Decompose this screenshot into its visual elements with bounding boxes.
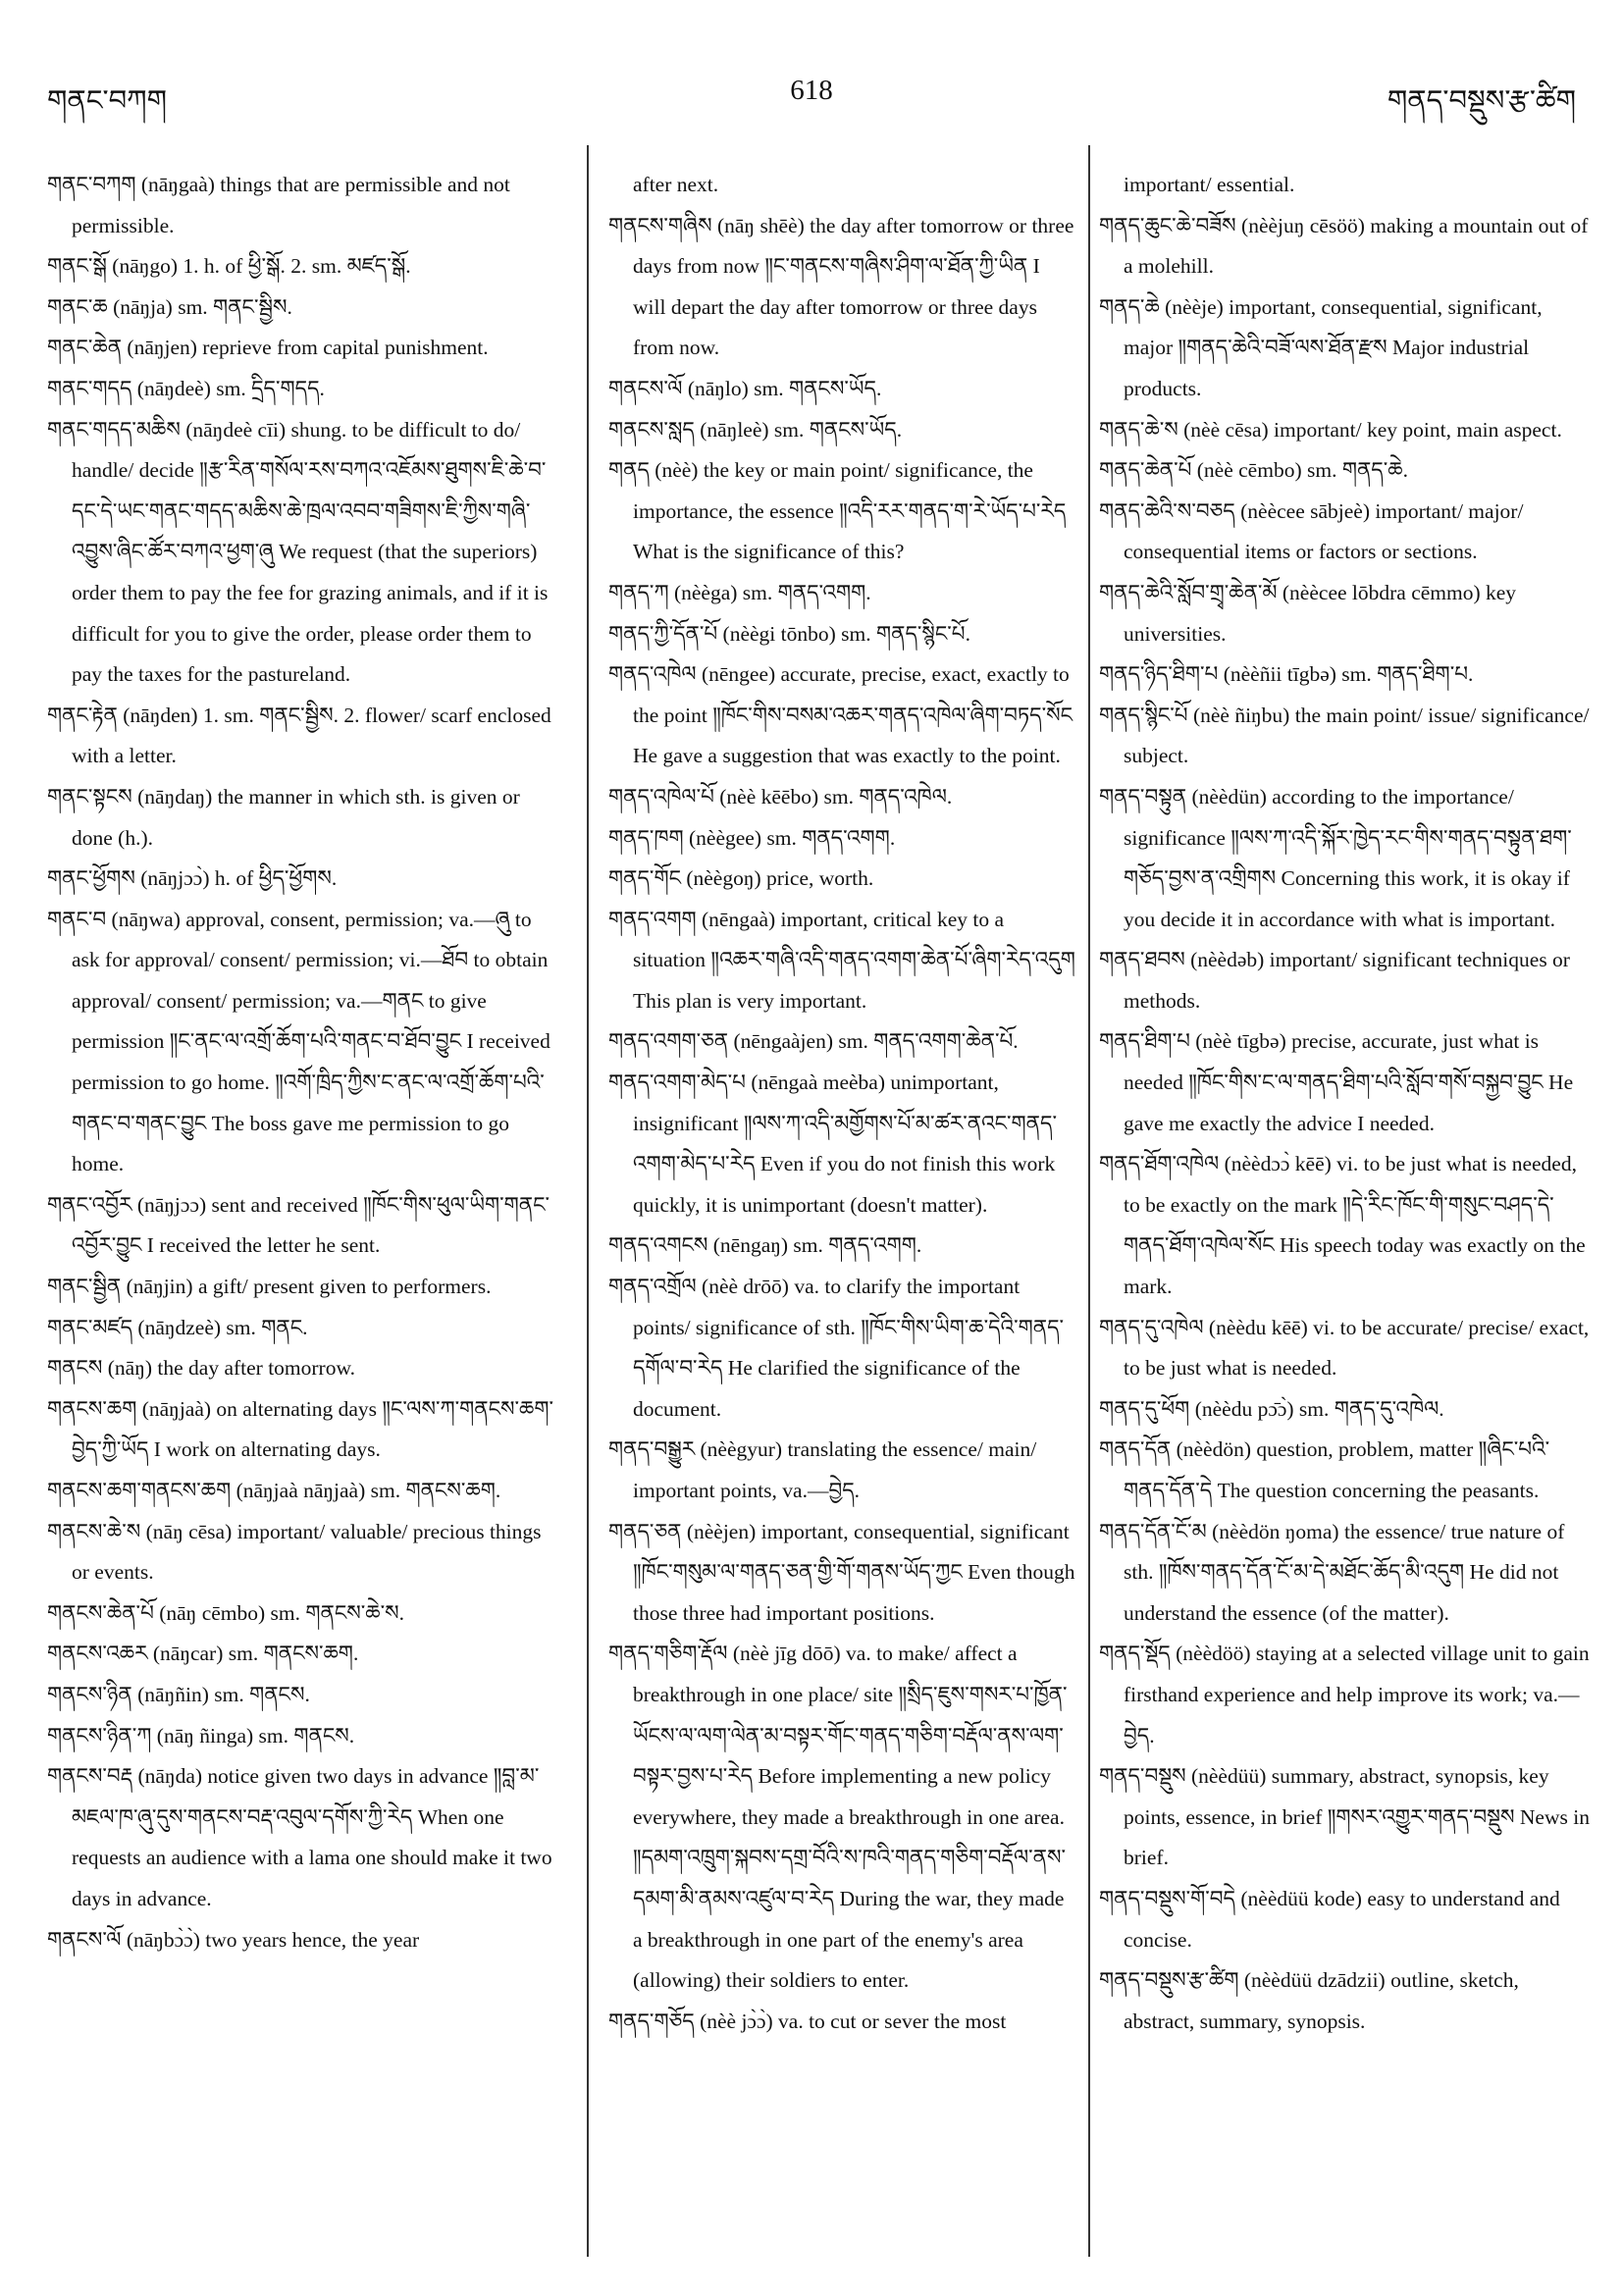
dictionary-entry: གནངས་གཞིས (nāŋ shēè) the day after tomorrow or three days from now ༎ང་གནངས་གཞིས་ཤིག་ལ་ཐོན་ཀྱི་ཡིན I will depart the day after tomorrow or three days from now. xyxy=(608,213,1074,360)
dictionary-entry: གནད་གོང (nèègoŋ) price, worth. xyxy=(608,866,874,891)
dictionary-entry: གནངས་ཆེན་པོ (nāŋ cēmbo) sm. གནངས་ཆེ་ས. xyxy=(47,1600,404,1625)
dictionary-entry: གནད་བསྟུན (nèèdün) according to the importance/ significance ༎ལས་ཀ་འདི་སྐོར་ཁྱེད་རང་གིས་གནད་བསྟུན་ཐག་གཅོད་བྱས་ན་འགྲིགས Concerning this work, it is okay if you decide it in accordance with what is important. xyxy=(1099,784,1572,931)
dictionary-column-3 xyxy=(1099,165,1595,2267)
dictionary-entry: གནངས་ཆག (nāŋjaà) on alternating days ༎ང་ལས་ཀ་གནངས་ཆག་བྱེད་ཀྱི་ཡོད I work on alternating days. xyxy=(47,1396,554,1462)
dictionary-entry: གནད་གཅིག་རྡོལ (nèè jīg dōō) va. to make/ affect a breakthrough in one place/ site ༎སྲིད་ཇུས་གསར་པ་ཁྱོན་ཡོངས་ལ་ལག་ལེན་མ་བསྟར་གོང་གནད་གཅིག་བརྡོལ་ནས་ལག་བསྟར་བྱས་པ་རེད Before implementing a new policy everywhere, they made a breakthrough in one area. ༎དམག་འཁྲུག་སྐབས་དགྲ་བོའི་ས་ཁའི་གནད་གཅིག་བརྡོལ་ནས་དམག་མི་ནམས་འཛུལ་བ་རེད During the war, they made a breakthrough in one part of the enemy's area (allowing) their soldiers to enter. xyxy=(608,1642,1068,1993)
dictionary-entry: གནངས་ཆེ་ས (nāŋ cēsa) important/ valuable/ precious things or events. xyxy=(47,1519,542,1585)
dictionary-entry: གནད་ཀྱི་དོན་པོ (nèègi tōnbo) sm. གནད་སྙིང་པོ. xyxy=(608,621,970,646)
dictionary-entry: གནད་དོན (nèèdön) question, problem, matter ༎ཞིང་པའི་གནད་དོན་དེ The question concerning the peasants. xyxy=(1099,1437,1550,1502)
dictionary-entry: གནང་ཕྱོགས (nāŋjɔɔ̀) h. of ཕྱིད་ཕྱོགས. xyxy=(47,866,338,891)
dictionary-entry: གནང་མཛད (nāŋdzeè) sm. གནང. xyxy=(47,1315,308,1339)
dictionary-entry: གནད་འཁེལ་པོ (nèè kēēbo) sm. གནད་འཁེལ. xyxy=(608,784,953,809)
dictionary-entry: གནང་བཀག (nāŋgaà) things that are permissible and not permissible. xyxy=(47,173,510,237)
dictionary-entry: གནངས (nāŋ) the day after tomorrow. xyxy=(47,1356,355,1381)
dictionary-column-1 xyxy=(47,165,554,2267)
dictionary-entry: གནད་བསྡུས་གོ་བདེ (nèèdüü kode) easy to understand and concise. xyxy=(1099,1886,1560,1952)
dictionary-entry: གནང་གདད (nāŋdeè) sm. དྲིད་གདད. xyxy=(47,376,325,400)
dictionary-entry: གནད་འགྲོལ (nèè drōō) va. to clarify the important points/ significance of sth. ༎ཁོང་གིས་ཡིག་ཆ་དེའི་གནད་དགོལ་བ་རེད He clarified the significance of the document. xyxy=(608,1275,1065,1421)
dictionary-entry: གནད་ཆེའི་ས་བཅད (nèècee sābjeè) important/ major/ consequential items or factors or sections. xyxy=(1099,498,1524,564)
dictionary-entry: གནད་བསྒྱུར (nèègyur) translating the essence/ main/ important points, va.—བྱེད. xyxy=(608,1437,1037,1502)
column-divider xyxy=(1088,145,1090,2257)
dictionary-entry: གནངས་འཆར (nāŋcar) sm. གནངས་ཆག. xyxy=(47,1642,359,1666)
dictionary-entry: གནད་སྡོད (nèèdöö) staying at a selected village unit to gain firsthand experience and help improve its work; va.—བྱེད. xyxy=(1099,1642,1590,1748)
dictionary-entry: གནད་ཁག (nèègee) sm. གནད་འགག. xyxy=(608,825,896,850)
dictionary-entry: གནད་ཀ (nèèga) sm. གནད་འགག. xyxy=(608,580,871,604)
dictionary-entry: གནད་ཆེ (nèèje) important, consequential, significant, major ༎གནད་ཆེའི་བཟོ་ལས་ཐོན་རྫས Major industrial products. xyxy=(1099,294,1543,400)
dictionary-entry: གནད་སྙིང་པོ (nèè ñiŋbu) the main point/ issue/ significance/ subject. xyxy=(1099,703,1590,768)
dictionary-entry: གནངས་ཉིན (nāŋñin) sm. གནངས. xyxy=(47,1682,310,1706)
dictionary-entry: གནད་ཐིག་པ (nèè tīgbə) precise, accurate, just what is needed ༎ཁོང་གིས་ང་ལ་གནད་ཐིག་པའི་སློབ་གསོ་བསྐྱབ་བྱུང He gave me exactly the advice I needed. xyxy=(1099,1029,1574,1135)
dictionary-entry: གནད་ཆེའི་སློབ་གྲྭ་ཆེན་མོ (nèècee lōbdra cēmmo) key universities. xyxy=(1099,580,1517,646)
page-number: 618 xyxy=(790,75,833,106)
dictionary-entry: གནད་འགངས (nēngaŋ) sm. གནད་འགག. xyxy=(608,1233,922,1258)
dictionary-entry: important/ essential. xyxy=(1124,173,1295,196)
dictionary-entry: གནད་ཆེན་པོ (nèè cēmbo) sm. གནད་ཆེ. xyxy=(1099,458,1408,483)
dictionary-entry: གནངས་ལོ (nāŋlo) sm. གནངས་ཡོད. xyxy=(608,376,882,400)
dictionary-entry: གནངས་ཉིན་ཀ (nāŋ ñinga) sm. གནངས. xyxy=(47,1723,355,1748)
dictionary-column-2 xyxy=(608,165,1077,2267)
dictionary-entry: གནད་ཉིད་ཐིག་པ (nèèñii tīgbə) sm. གནད་ཐིག་པ. xyxy=(1099,662,1474,687)
dictionary-entry: གནང་སྒོ (nāŋgo) 1. h. of ཕྱི་སྒོ. 2. sm. མཛད་སྒོ. xyxy=(47,254,411,279)
running-header-left: གནང་བཀག xyxy=(47,85,168,117)
dictionary-entry: གནང་རྟེན (nāŋden) 1. sm. གནང་སྦྱིས. 2. flower/ scarf enclosed with a letter. xyxy=(47,703,551,768)
dictionary-entry: གནང་འབྱོར (nāŋjɔɔ) sent and received ༎ཁོང་གིས་ཕུལ་ཡིག་གནང་འབྱོར་བྱུང I received the letter he sent. xyxy=(47,1192,550,1258)
dictionary-entry: གནང་ཆེན (nāŋjen) reprieve from capital punishment. xyxy=(47,336,489,360)
dictionary-entry: གནད (nèè) the key or main point/ significance, the importance, the essence ༎འདི་རར་གནད་ག་རེ་ཡོད་པ་རེད What is the significance of this? xyxy=(608,458,1067,564)
dictionary-entry: གནངས་ལོ (nāŋbɔ̀ɔ̀) two years hence, the year xyxy=(47,1927,420,1952)
dictionary-entry: གནད་འགག་ཅན (nēngaàjen) sm. གནད་འགག་ཆེན་པོ. xyxy=(608,1029,1019,1054)
running-header-right: གནད་བསྡུས་རྩ་ཚིག xyxy=(1387,85,1576,117)
dictionary-entry: གནད་ཆེ་ས (nèè cēsa) important/ key point, main aspect. xyxy=(1099,417,1562,442)
dictionary-entry: གནད་ཅན (nèèjen) important, consequential, significant ༎ཁོང་གསུམ་ལ་གནད་ཅན་གྱི་གོ་གནས་ཡོད་ཀྱང Even though those three had important positions. xyxy=(608,1519,1075,1625)
dictionary-entry: གནད་ཆུང་ཆེ་བཟོས (nèèjuŋ cēsöö) making a mountain out of a molehill. xyxy=(1099,213,1589,279)
dictionary-entry: གནད་དུ་ཕོག (nèèdu pɔ̄ɔ̀) sm. གནད་དུ་འཁེལ. xyxy=(1099,1396,1444,1421)
dictionary-entry: གནད་འགག་མེད་པ (nēngaà meèba) unimportant, insignificant ༎ལས་ཀ་འདི་མགྱོགས་པོ་མ་ཚར་ནའང་གནད་འགག་མེད་པ་རེད Even if you do not finish this work quickly, it is unimportant (doesn't matter). xyxy=(608,1070,1057,1217)
dictionary-entry: གནངས་ཆག་གནངས་ཆག (nāŋjaà nāŋjaà) sm. གནངས་ཆག. xyxy=(47,1479,501,1502)
dictionary-entry: གནད་བསྡུས་རྩ་ཚིག (nèèdüü dzādzii) outline, sketch, abstract, summary, synopsis. xyxy=(1099,1968,1519,2033)
dictionary-entry: གནད་འཁེལ (nēngee) accurate, precise, exact, exactly to the point ༎ཁོང་གིས་བསམ་འཆར་གནད་འཁེལ་ཞིག་བཏད་སོང He gave a suggestion that was exactly to the point. xyxy=(608,662,1073,768)
dictionary-entry: གནངས་བརྡ (nāŋda) notice given two days in advance ༎བླ་མ་མཇལ་ཁ་ཞུ་དུས་གནངས་བརྡ་འབུལ་དགོས་ཀྱི་རེད When one requests an audience with a lama one should make it two days in advance. xyxy=(47,1764,552,1910)
dictionary-entry: གནང་གདད་མཆིས (nāŋdeè cīi) shung. to be difficult to do/ handle/ decide ༎རྩ་རིན་གསོལ་རས་བཀའ་འཇོམས་ཐུགས་ཇི་ཆེ་བ་དང་དེ་ཡང་གནང་གདད་མཆིས་ཆེ་ཁྲལ་འབབ་གཟིགས་ཇི་ཀྱིས་གཞི་འབྱུས་ཞིང་ཚོར་བཀའ་ཕྱག་ཞུ We request (that the superiors) order them to pay the fee for grazing animals, and if it is difficult for you to give the order, please order them to pay the taxes for the pastureland. xyxy=(47,417,549,687)
dictionary-entry: གནད་དུ་འཁེལ (nèèdu kēē) vi. to be accurate/ precise/ exact, to be just what is needed. xyxy=(1099,1315,1590,1381)
dictionary-entry: གནང་ཆ (nāŋja) sm. གནང་སྦྱིས. xyxy=(47,294,292,319)
dictionary-entry: གནད་འགག (nēngaà) important, critical key to a situation ༎འཆར་གཞི་འདི་གནད་འགག་ཆེན་པོ་ཞིག་རེད་འདུག This plan is very important. xyxy=(608,907,1075,1013)
dictionary-entry: after next. xyxy=(633,173,719,196)
dictionary-entry: གནང་སྦྱིན (nāŋjin) a gift/ present given to performers. xyxy=(47,1275,492,1299)
dictionary-entry: གནང་བ (nāŋwa) approval, consent, permission; va.—ཞུ to ask for approval/ consent/ permission; vi.—ཐོབ to obtain approval/ consent/ permission; va.—གནང to give permission ༎ང་ནང་ལ་འགྲོ་ཆོག་པའི་གནང་བ་ཐོབ་བྱུང I received permission to go home. ༎འགོ་ཁྲིད་ཀྱིས་ང་ནང་ལ་འགྲོ་ཆོག་པའི་གནང་བ་གནང་བྱུང The boss gave me permission to go home. xyxy=(47,907,550,1176)
dictionary-entry: གནང་སྟངས (nāŋdaŋ) the manner in which sth. is given or done (h.). xyxy=(47,784,520,850)
dictionary-entry: གནད་དོན་ངོ་མ (nèèdön ŋoma) the essence/ true nature of sth. ༎ཁོས་གནད་དོན་ངོ་མ་དེ་མཐོང་ཆོད་མི་འདུག He did not understand the essence (of the matter). xyxy=(1099,1519,1565,1625)
dictionary-entry: གནད་ཐོག་འཁེལ (nèèdɔɔ̀ kēē) vi. to be just what is needed, to be exactly on the mark ༎དེ་རིང་ཁོང་གི་གསུང་བཤད་དེ་གནད་ཐོག་འཁེལ་སོང His speech today was exactly on the mark. xyxy=(1099,1152,1586,1299)
column-divider xyxy=(587,145,589,2257)
dictionary-entry: གནད་ཐབས (nèèdəb) important/ significant techniques or methods. xyxy=(1099,948,1570,1013)
dictionary-entry: གནད་གཅོད (nèè jɔ̀ɔ̀) va. to cut or sever the most xyxy=(608,2009,1007,2033)
dictionary-entry: གནངས་སླད (nāŋleè) sm. གནངས་ཡོད. xyxy=(608,417,903,442)
dictionary-entry: གནད་བསྡུས (nèèdüü) summary, abstract, synopsis, key points, essence, in brief ༎གསར་འགྱུར་གནད་བསྡུས News in brief. xyxy=(1099,1764,1590,1870)
